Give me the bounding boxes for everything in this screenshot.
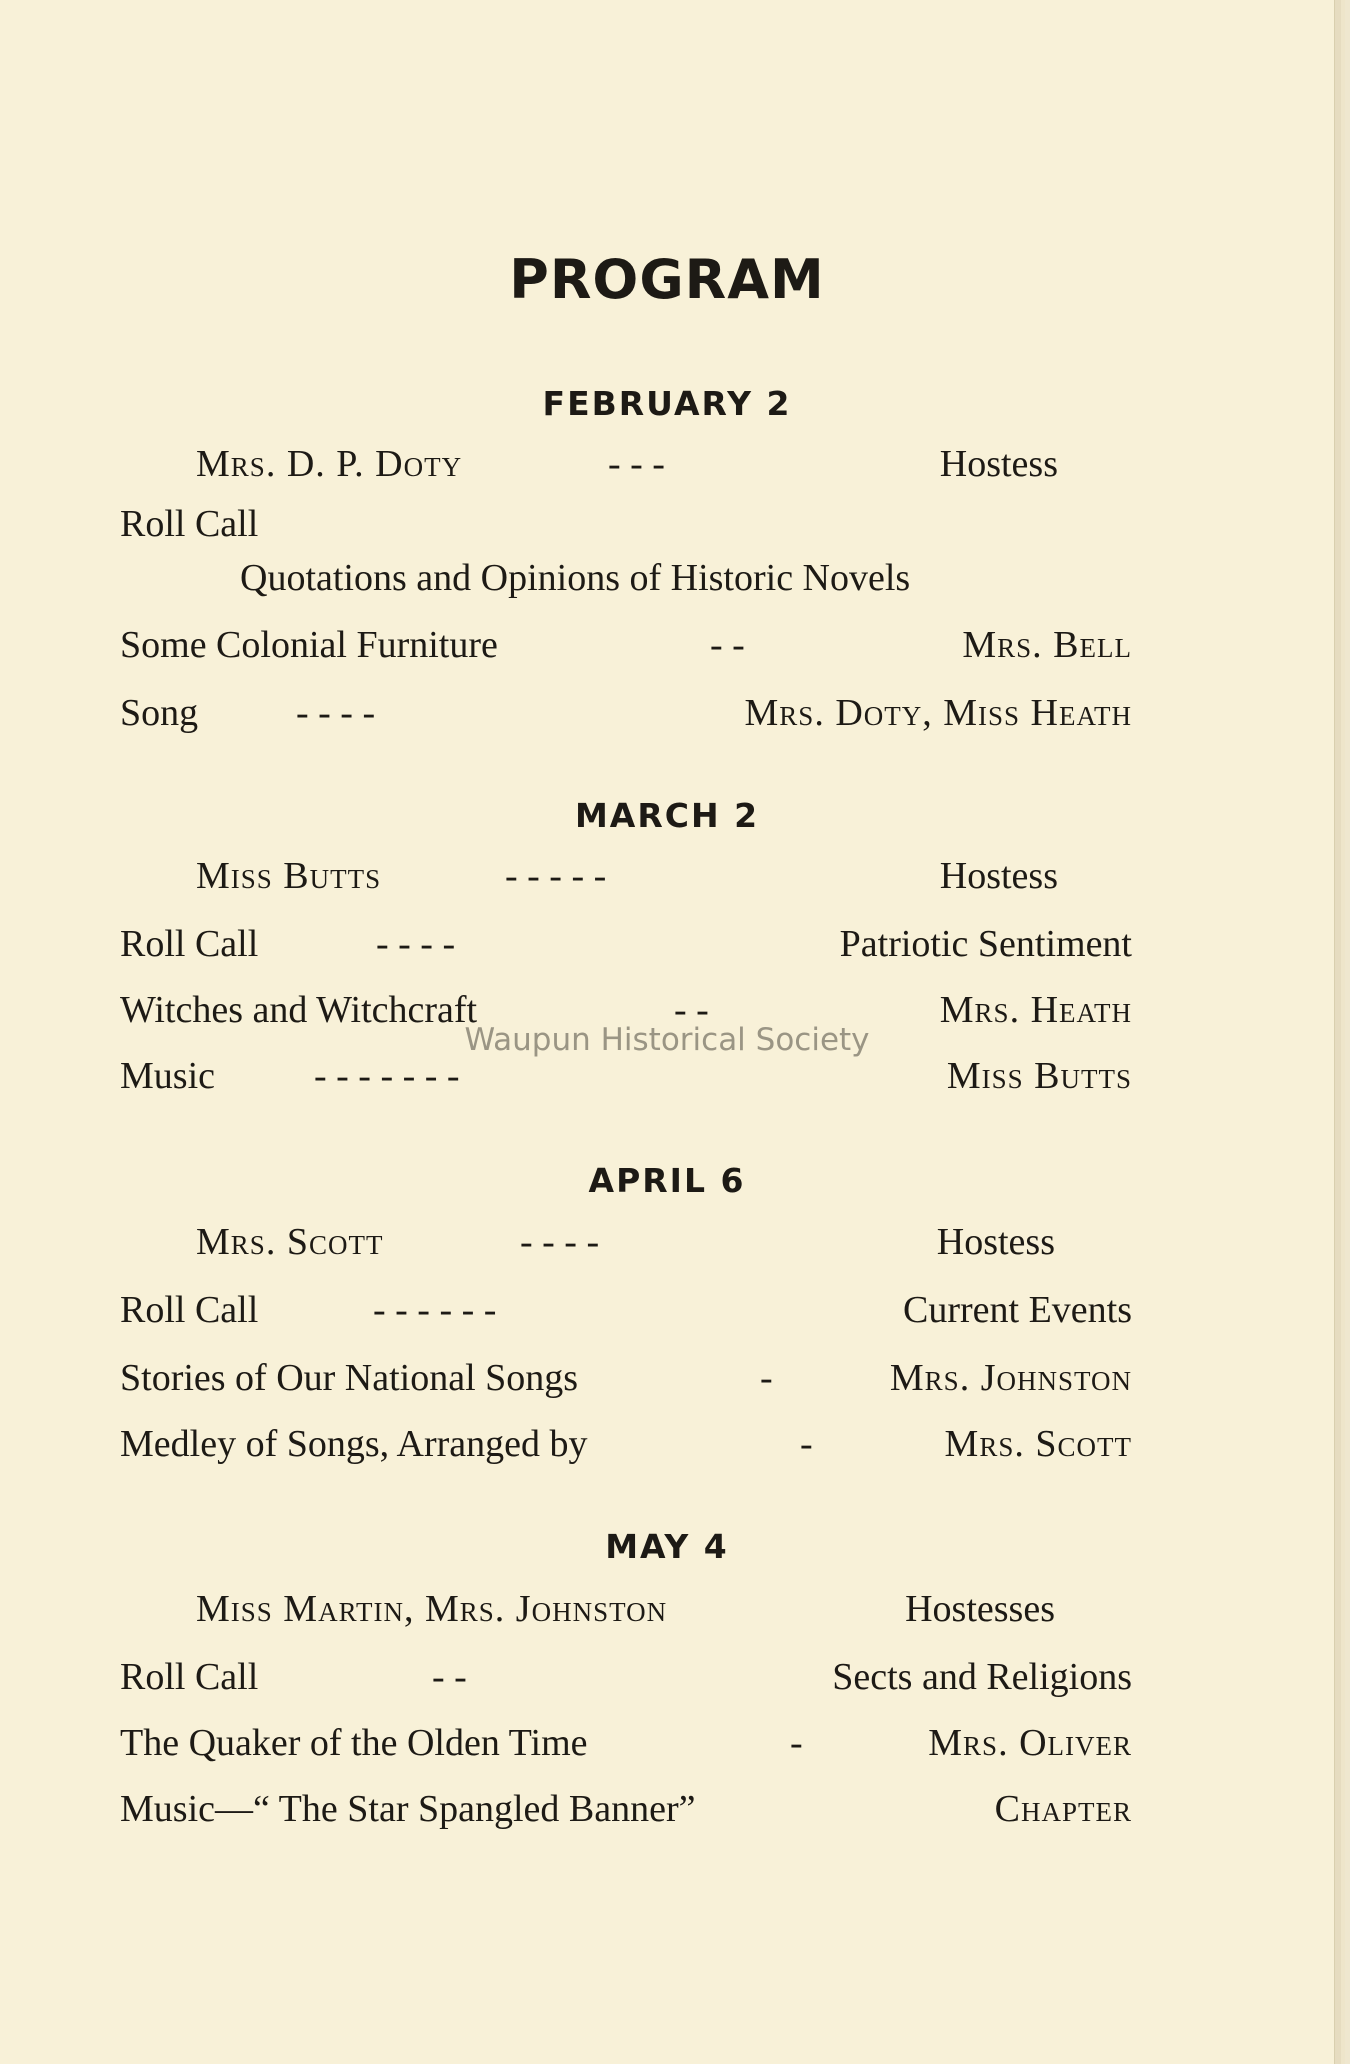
presenter-name: Chapter (994, 1788, 1132, 1830)
dash-leader: - (800, 1423, 813, 1465)
program-row (120, 500, 1132, 548)
page-title: PROGRAM (509, 248, 825, 311)
dash-leader: - - - - (296, 692, 376, 734)
watermark: Waupun Historical Society (464, 1022, 870, 1058)
item-title: Stories of Our National Songs (120, 1357, 579, 1399)
role-label: Hostess (939, 855, 1058, 897)
dash-leader: - - (710, 624, 745, 666)
dash-leader: - - (432, 1656, 467, 1698)
dash-leader: - (760, 1357, 773, 1399)
month-heading-march: MARCH 2 (574, 796, 760, 835)
presenter-name: Mrs. Oliver (928, 1722, 1132, 1764)
dash-leader: - (790, 1722, 803, 1764)
dash-leader: - - - - (376, 923, 456, 965)
item-title: Music—“ The Star Spangled Banner” (120, 1788, 696, 1830)
program-row (120, 1785, 1132, 1833)
program-row (120, 1052, 1132, 1100)
presenter-name: Mrs. Johnston (889, 1357, 1132, 1399)
program-row (120, 1585, 1132, 1633)
topic-label: Sects and Religions (832, 1656, 1132, 1698)
dash-leader: - - - - (520, 1221, 600, 1263)
item-title: Roll Call (120, 1656, 259, 1698)
presenter-name: Miss Butts (946, 1055, 1132, 1097)
month-heading-april: APRIL 6 (588, 1161, 746, 1200)
item-title: Witches and Witchcraft (120, 989, 478, 1031)
presenter-name: Mrs. Doty, Miss Heath (744, 692, 1132, 734)
dash-leader: - - - (608, 443, 665, 485)
program-row (120, 1719, 1132, 1767)
presenter-name: Mrs. Heath (939, 989, 1132, 1031)
program-row (120, 1354, 1132, 1402)
dash-leader: - - - - - (505, 855, 607, 897)
program-row (120, 621, 1132, 669)
item-title: Quotations and Opinions of Historic Novels (240, 557, 911, 599)
program-row (120, 1286, 1132, 1334)
role-label: Hostesses (905, 1588, 1055, 1630)
dash-leader: - - - - - - - (314, 1055, 460, 1097)
item-title: The Quaker of the Olden Time (120, 1722, 588, 1764)
program-row (120, 440, 1132, 488)
hostess-name: Miss Martin, Mrs. Johnston (196, 1588, 668, 1630)
dash-leader: - - - - - - (373, 1289, 497, 1331)
item-title: Some Colonial Furniture (120, 624, 498, 666)
item-title: Roll Call (120, 923, 259, 965)
month-heading-february: FEBRUARY 2 (542, 384, 792, 423)
topic-label: Patriotic Sentiment (839, 923, 1132, 965)
item-title: Music (120, 1055, 215, 1097)
item-title: Roll Call (120, 1289, 259, 1331)
item-title: Song (120, 692, 199, 734)
program-row (120, 1420, 1132, 1468)
hostess-name: Mrs. D. P. Doty (196, 443, 463, 485)
program-row (120, 920, 1132, 968)
presenter-name: Mrs. Scott (944, 1423, 1132, 1465)
role-label: Hostess (939, 443, 1058, 485)
program-row (120, 554, 1132, 602)
hostess-name: Mrs. Scott (196, 1221, 384, 1263)
presenter-name: Mrs. Bell (962, 624, 1132, 666)
topic-label: Current Events (902, 1289, 1132, 1331)
item-title: Medley of Songs, Arranged by (120, 1423, 588, 1465)
program-row (120, 1653, 1132, 1701)
dash-leader: - - (674, 989, 709, 1031)
role-label: Hostess (936, 1221, 1055, 1263)
item-title: Roll Call (120, 503, 259, 545)
program-row (120, 1218, 1132, 1266)
program-row (120, 852, 1132, 900)
month-heading-may: MAY 4 (605, 1527, 729, 1566)
program-row (120, 689, 1132, 737)
hostess-name: Miss Butts (196, 855, 382, 897)
